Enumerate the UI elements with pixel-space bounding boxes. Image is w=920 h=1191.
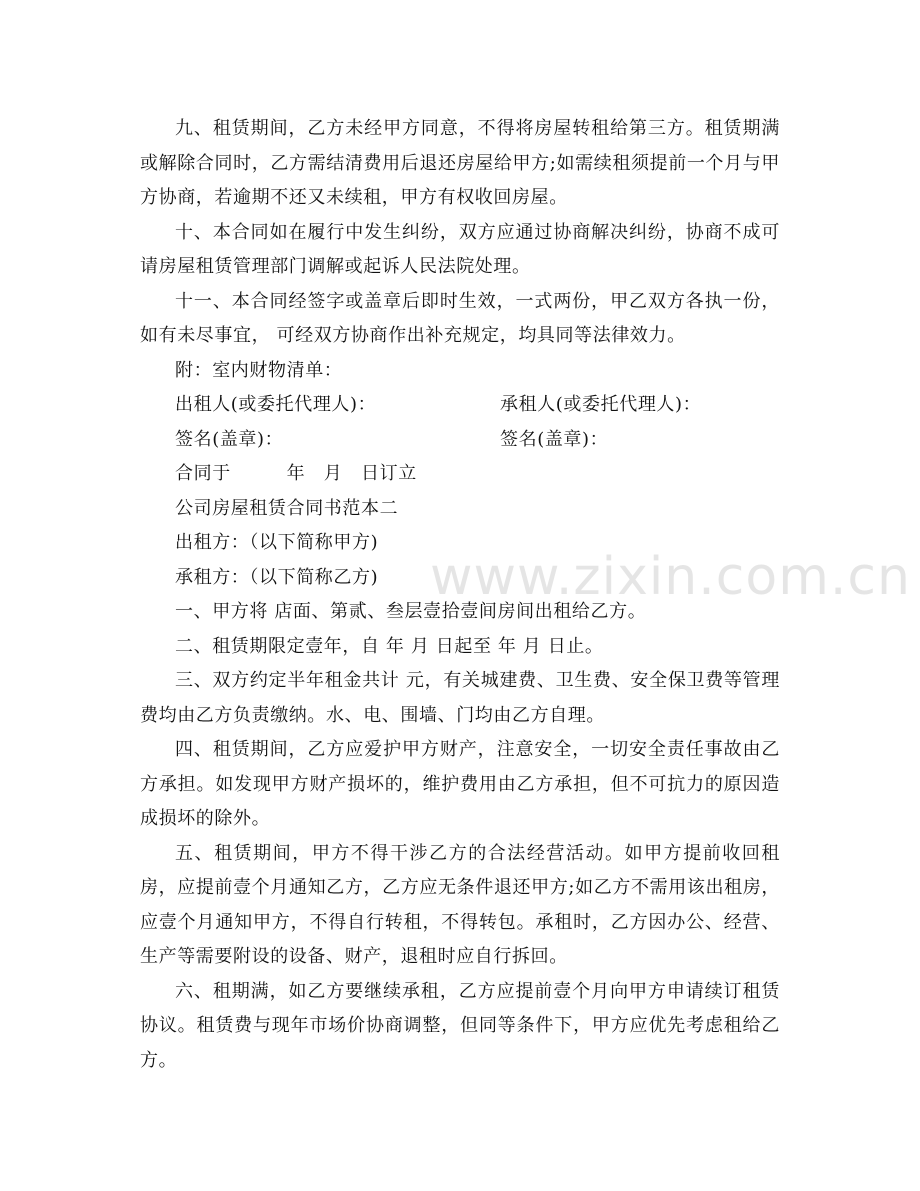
lessee-line: 承租方：（以下简称乙方) xyxy=(175,566,379,588)
clause-10: 十、本合同如在履行中发生纠纷，双方应通过协商解决纠纷，协商不成可请房屋租赁管理部门调解或起诉人民法院处理。 xyxy=(140,221,780,277)
lessor-agent-label: 出租人(或委托代理人)： xyxy=(175,394,377,415)
clause-1: 一、甲方将 店面、第贰、叁层壹拾壹间房间出租给乙方。 xyxy=(175,601,647,622)
clause-9: 九、租赁期间，乙方未经甲方同意，不得将房屋转租给第三方。租赁期满或解除合同时，乙方需结清费用后退还房屋给甲方;如需续租须提前一个月与甲方协商，若逾期不还又未续租，甲方有权收回房屋。 xyxy=(140,118,780,208)
signature-row xyxy=(140,423,780,458)
watermark: www.zixin.com.cn xyxy=(430,547,911,607)
clause-3: 三、双方约定半年租金共计 元，有关城建费、卫生费、安全保卫费等管理费均由乙方负责缴纳。水、电、围墙、门均由乙方自理。 xyxy=(140,670,780,726)
clause-4: 四、租赁期间，乙方应爱护甲方财产，注意安全，一切安全责任事故由乙方承担。如发现甲方财产损坏的，维护费用由乙方承担，但不可抗力的原因造成损坏的除外。 xyxy=(140,739,780,829)
second-contract-title: 公司房屋租赁合同书范本二 xyxy=(175,497,399,519)
clause-2: 二、租赁期限定壹年，自 年 月 日起至 年 月 日止。 xyxy=(175,635,604,657)
clause-6: 六、租期满，如乙方要继续承租，乙方应提前壹个月向甲方申请续订租赁协议。租赁费与现年市场价协商调整，但同等条件下，甲方应优先考虑租给乙方。 xyxy=(140,980,780,1071)
clause-5: 五、租赁期间，甲方不得干涉乙方的合法经营活动。如甲方提前收回租房，应提前壹个月通知乙方，乙方应无条件退还甲方;如乙方不需用该出租房，应壹个月通知甲方，不得自行转租，不得转包。承租时，乙方因办公、经营、生产等需要附设的设备、财产，退租时应自行拆回。 xyxy=(140,842,780,967)
agent-row xyxy=(140,388,780,423)
lessee-signature-label: 签名(盖章)： xyxy=(500,428,609,450)
attachment-line: 附：室内财物清单： xyxy=(175,359,343,381)
clause-11: 十一、本合同经签字或盖章后即时生效，一式两份，甲乙双方各执一份，如有未尽事宜， 可经双方协商作出补充规定，均具同等法律效力。 xyxy=(140,290,780,346)
lessor-signature-label: 签名(盖章)： xyxy=(175,428,284,450)
lessee-agent-label: 承租人(或委托代理人)： xyxy=(500,394,702,415)
lessor-line: 出租方：（以下简称甲方) xyxy=(175,532,379,553)
contract-date: 合同于 年 月 日订立 xyxy=(175,463,417,484)
